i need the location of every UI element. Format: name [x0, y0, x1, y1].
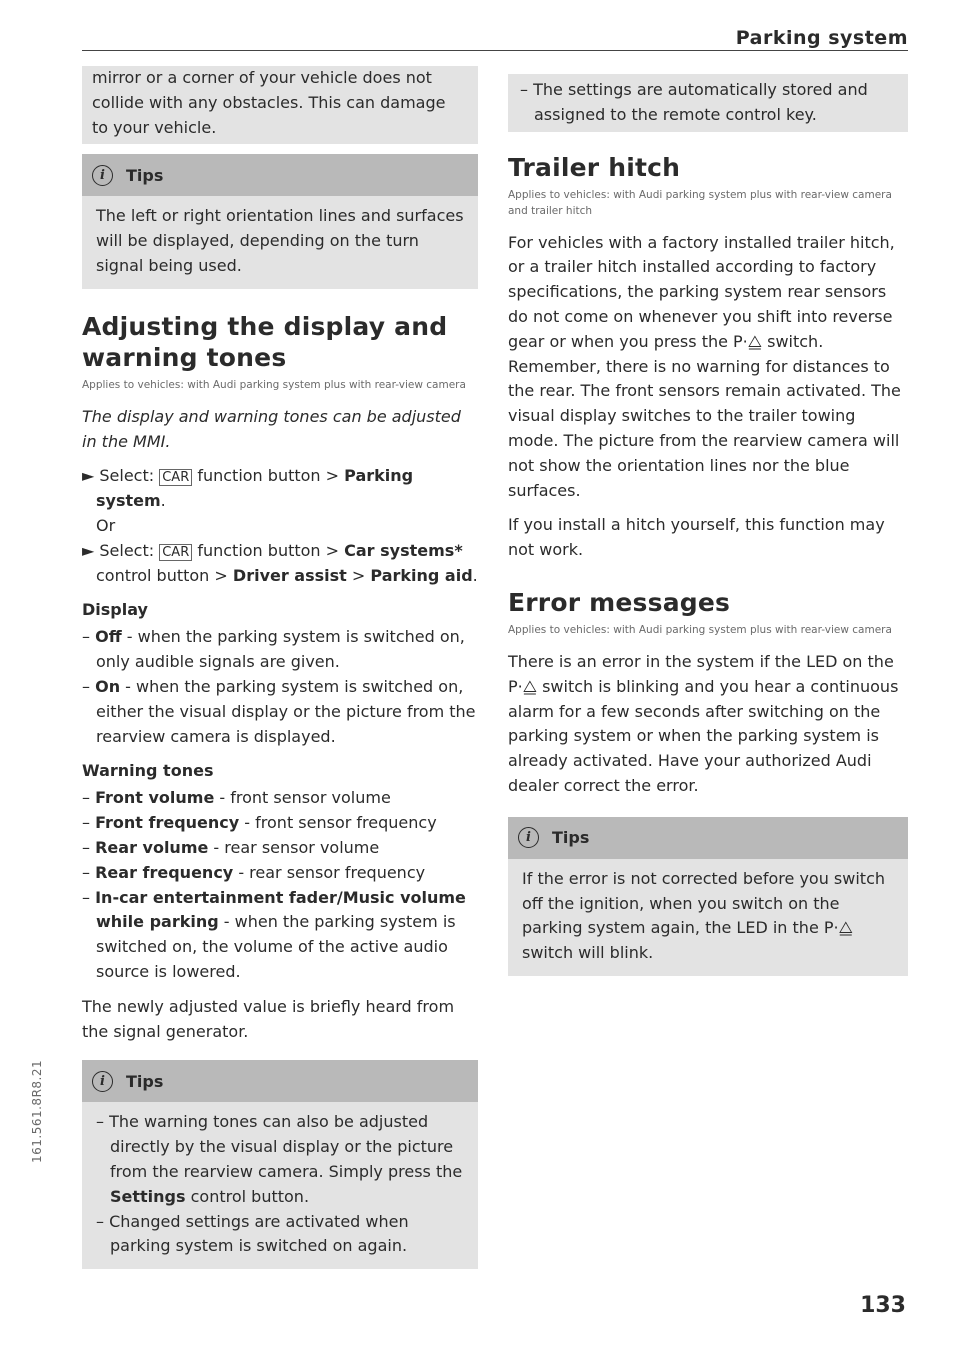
- tips-body: If the error is not corrected before you switch off the ignition, when you switch on the parking system again, the LED in the P·⧋ switch will blink.: [522, 868, 886, 963]
- list-item: – The settings are automatically stored and assigned to the remote control key.: [520, 80, 868, 124]
- errors-paragraph: There is an error in the system if the LED on the P·⧋ switch is blinking and you hear a continuous alarm for a few seconds after switching on the parking system or when the parking system is already activated. Have your authorized Audi dealer correct the error.: [508, 651, 899, 795]
- display-heading: Display: [82, 600, 148, 620]
- step-bullet-icon: ►: [82, 466, 100, 486]
- trailer-paragraph-2: If you install a hitch yourself, this function may not work.: [508, 515, 885, 560]
- step-select-parking: ► Select: CAR function button > Parking system.: [82, 466, 414, 511]
- step-bullet-icon: ►: [82, 540, 100, 560]
- section-title-trailer: Trailer hitch: [508, 152, 681, 182]
- list-item: – Off - when the parking system is switched on, only audible signals are given.: [82, 627, 465, 672]
- applies-note: Applies to vehicles: with Audi parking system plus with rear-view camera: [82, 378, 466, 391]
- list-item: – The warning tones can also be adjusted directly by the visual display or the picture from the rearview camera. Simply press the Settings control button.: [96, 1112, 463, 1206]
- newly-adjusted-text: The newly adjusted value is briefly heard from the signal generator.: [82, 996, 455, 1041]
- document-code: 161.561.8R8.21: [30, 1059, 44, 1163]
- info-icon: i: [92, 1071, 113, 1092]
- tips-box-3: [508, 817, 908, 976]
- warning-tones-heading: Warning tones: [82, 761, 214, 781]
- trailer-paragraph: For vehicles with a factory installed trailer hitch, or a trailer hitch installed according to factory specifications, the parking system rear sensors do not come on whenever you shift into reverse gear or when you press the P·⧋ switch. Remember, there is no warning for distances to the rear. The front sensors remain activated. The visual display switches to the trailer towing mode. The picture from the rearview camera will not show the orientation lines nor the blue surfaces.: [508, 232, 901, 500]
- tips-label: Tips: [126, 165, 164, 185]
- tips-header: [82, 1060, 478, 1102]
- tips-header: [508, 817, 908, 859]
- info-icon: i: [92, 165, 113, 186]
- car-key: CAR: [159, 469, 192, 486]
- header-rule: [82, 50, 908, 51]
- tips-label: Tips: [552, 828, 590, 848]
- tips-box-1: [82, 154, 478, 288]
- right-column: [508, 70, 908, 976]
- section-lead: The display and warning tones can be adjusted in the MMI.: [82, 406, 461, 451]
- section-title-errors: Error messages: [508, 587, 731, 617]
- tips-header: [82, 154, 478, 196]
- list-item: – Rear frequency - rear sensor frequency: [82, 862, 426, 882]
- tips-body: The left or right orientation lines and surfaces will be displayed, depending on the turn signal being used.: [96, 206, 464, 275]
- tips-box-2: [82, 1060, 478, 1269]
- applies-note: Applies to vehicles: with Audi parking system plus with rear-view camera: [508, 623, 892, 636]
- warning-continuation: [82, 66, 478, 144]
- tips-label: Tips: [126, 1071, 164, 1091]
- list-item: – On - when the parking system is switched on, either the visual display or the picture from the rearview camera is displayed.: [82, 676, 476, 746]
- list-item: – Front volume - front sensor volume: [82, 788, 391, 808]
- list-item: – Rear volume - rear sensor volume: [82, 837, 380, 857]
- list-item: – Front frequency - front sensor frequency: [82, 813, 437, 833]
- page-number: 133: [860, 1293, 906, 1318]
- applies-note: Applies to vehicles: with Audi parking system plus with rear-view camera and trailer hitch: [508, 188, 892, 217]
- page-header-title: Parking system: [735, 27, 908, 49]
- section-title-adjusting: Adjusting the display and warning tones: [82, 311, 448, 372]
- settings-continuation: [508, 74, 908, 132]
- info-icon: i: [518, 827, 539, 848]
- left-column: [82, 70, 478, 1269]
- tips-body: [82, 1102, 478, 1269]
- list-item: – Changed settings are activated when parking system is switched on again.: [96, 1211, 409, 1256]
- warning-continuation-text: mirror or a corner of your vehicle does not collide with any obstacles. This can damage to your vehicle.: [92, 68, 446, 137]
- or-text: Or: [96, 515, 116, 535]
- car-key: CAR: [159, 544, 192, 561]
- step-select-car-systems: ► Select: CAR function button > Car systems* control button > Driver assist > Parking aid.: [82, 540, 478, 585]
- list-item: – In-car entertainment fader/Music volume while parking - when the parking system is switched on, the volume of the active audio source is lowered.: [82, 887, 466, 981]
